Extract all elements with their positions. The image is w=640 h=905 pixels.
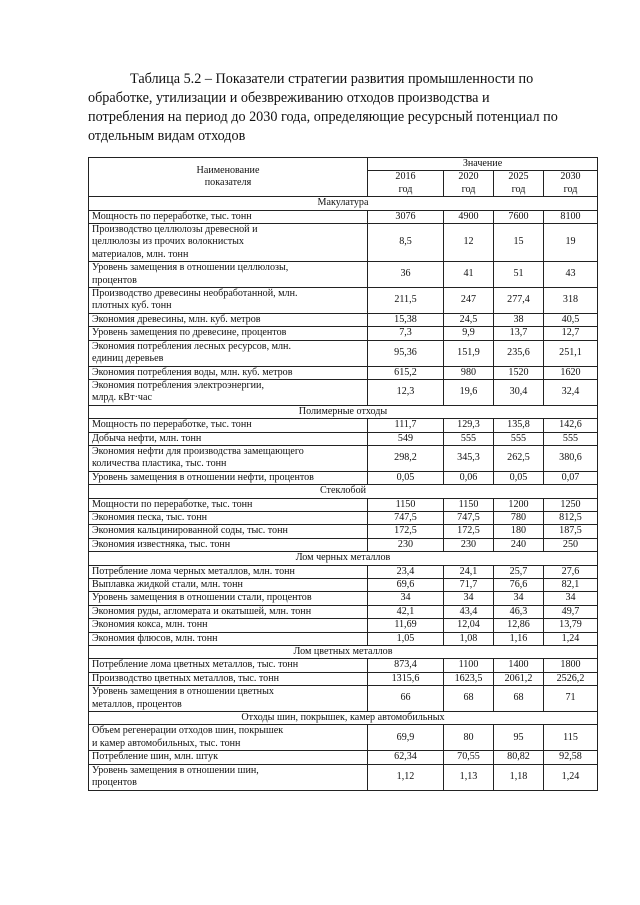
value-cell: 1,16 xyxy=(494,632,544,645)
value-cell: 95 xyxy=(494,725,544,751)
section-header-row xyxy=(89,646,598,659)
section-header-row xyxy=(89,197,598,210)
value-cell: 49,7 xyxy=(544,605,598,618)
value-cell: 240 xyxy=(494,538,544,551)
value-cell: 1315,6 xyxy=(368,672,444,685)
value-cell: 555 xyxy=(444,432,494,445)
table-row xyxy=(89,659,598,672)
value-cell: 43,4 xyxy=(444,605,494,618)
value-cell: 68 xyxy=(494,686,544,712)
header-row-1 xyxy=(89,158,598,171)
indicator-name-line: Выплавка жидкой стали, млн. тонн xyxy=(92,579,243,590)
table-caption xyxy=(88,70,598,146)
indicator-name-cell xyxy=(89,498,368,511)
value-cell: 780 xyxy=(494,511,544,524)
value-cell: 51 xyxy=(494,262,544,288)
value-cell: 1620 xyxy=(544,366,598,379)
value-cell: 82,1 xyxy=(544,579,598,592)
value-cell: 1100 xyxy=(444,659,494,672)
header-year-2016 xyxy=(368,171,444,197)
value-cell: 2526,2 xyxy=(544,672,598,685)
value-cell: 1400 xyxy=(494,659,544,672)
value-cell: 15 xyxy=(494,224,544,262)
value-cell: 80 xyxy=(444,725,494,751)
table-row xyxy=(89,327,598,340)
year-label: 2020 xyxy=(458,171,479,183)
indicator-name-cell xyxy=(89,327,368,340)
indicator-name-cell xyxy=(89,262,368,288)
section-header-row xyxy=(89,405,598,418)
value-cell: 27,6 xyxy=(544,565,598,578)
year-unit: год xyxy=(563,183,578,195)
value-cell: 180 xyxy=(494,525,544,538)
value-cell: 80,82 xyxy=(494,751,544,764)
table-row xyxy=(89,592,598,605)
indicator-name-cell xyxy=(89,340,368,366)
value-cell: 1,13 xyxy=(444,764,494,790)
value-cell: 34 xyxy=(444,592,494,605)
table-row xyxy=(89,605,598,618)
year-label: 2025 xyxy=(508,171,529,183)
indicator-name-line: Добыча нефти, млн. тонн xyxy=(92,432,202,444)
section-title: Полимерные отходы xyxy=(89,405,598,418)
indicator-name-line: Экономия потребления лесных ресурсов, млн. xyxy=(92,340,291,352)
indicator-name-line: Экономия известняка, тыс. тонн xyxy=(92,538,231,550)
value-cell: 13,79 xyxy=(544,619,598,632)
indicator-name-cell xyxy=(89,511,368,524)
value-cell: 345,3 xyxy=(444,445,494,471)
value-cell: 11,69 xyxy=(368,619,444,632)
value-cell: 235,6 xyxy=(494,340,544,366)
indicator-name-cell xyxy=(89,538,368,551)
value-cell: 36 xyxy=(368,262,444,288)
indicator-name-line: Экономия руды, агломерата и окатышей, млн. тонн xyxy=(92,605,312,617)
value-cell: 1623,5 xyxy=(444,672,494,685)
value-cell: 1,24 xyxy=(544,764,598,790)
indicator-name-line: процентов xyxy=(92,777,137,789)
header-year-2025 xyxy=(494,171,544,197)
value-cell: 129,3 xyxy=(444,419,494,432)
indicator-name-cell xyxy=(89,605,368,618)
indicator-name-line: Уровень замещения в отношении цветных xyxy=(92,686,274,698)
table-row xyxy=(89,210,598,223)
value-cell: 15,38 xyxy=(368,313,444,326)
header-year-2030 xyxy=(544,171,598,197)
header-year-2020 xyxy=(444,171,494,197)
indicator-name-cell xyxy=(89,565,368,578)
value-cell: 1150 xyxy=(444,498,494,511)
indicator-name-line: Экономия кальцинированной соды, тыс. тонн xyxy=(92,525,288,537)
year-unit: год xyxy=(461,183,476,195)
value-cell: 1250 xyxy=(544,498,598,511)
value-cell: 277,4 xyxy=(494,288,544,314)
section-title: Лом цветных металлов xyxy=(89,646,598,659)
table-row xyxy=(89,313,598,326)
indicator-name-line: Уровень замещения по древесине, процентов xyxy=(92,327,287,339)
value-cell: 0,05 xyxy=(494,471,544,484)
table-row xyxy=(89,764,598,790)
value-cell: 8,5 xyxy=(368,224,444,262)
value-cell: 172,5 xyxy=(368,525,444,538)
table-row xyxy=(89,538,598,551)
indicator-name-cell xyxy=(89,632,368,645)
header-name-cell xyxy=(89,158,368,197)
table-row xyxy=(89,751,598,764)
value-cell: 9,9 xyxy=(444,327,494,340)
value-cell: 1520 xyxy=(494,366,544,379)
year-unit: год xyxy=(511,183,526,195)
value-cell: 24,1 xyxy=(444,565,494,578)
indicator-name-line: количества пластика, тыс. тонн xyxy=(92,458,227,470)
value-cell: 980 xyxy=(444,366,494,379)
value-cell: 68 xyxy=(444,686,494,712)
value-cell: 230 xyxy=(368,538,444,551)
value-cell: 1,12 xyxy=(368,764,444,790)
header-value-group: Значение xyxy=(368,158,598,171)
value-cell: 615,2 xyxy=(368,366,444,379)
value-cell: 30,4 xyxy=(494,379,544,405)
value-cell: 23,4 xyxy=(368,565,444,578)
indicator-name-line: Мощность по переработке, тыс. тонн xyxy=(92,210,252,222)
indicator-name-line: Уровень замещения в отношении нефти, процентов xyxy=(92,471,314,483)
header-name-line-1: Наименование xyxy=(196,164,260,176)
value-cell: 135,8 xyxy=(494,419,544,432)
indicator-name-cell xyxy=(89,224,368,262)
value-cell: 549 xyxy=(368,432,444,445)
table-body xyxy=(89,158,598,791)
indicator-name-line: Потребление лома цветных металлов, тыс. тонн xyxy=(92,659,299,671)
caption-line-3: потребления на период до 2030 года, определяющие ресурсный потенциал по xyxy=(88,109,558,125)
value-cell: 69,6 xyxy=(368,579,444,592)
indicator-name-line: и камер автомобильных, тыс. тонн xyxy=(92,737,241,749)
indicator-name-cell xyxy=(89,432,368,445)
value-cell: 250 xyxy=(544,538,598,551)
value-cell: 12,7 xyxy=(544,327,598,340)
indicator-name-line: Объем регенерации отходов шин, покрышек xyxy=(92,725,284,737)
value-cell: 41 xyxy=(444,262,494,288)
indicator-name-line: металлов, процентов xyxy=(92,698,182,710)
table-row xyxy=(89,672,598,685)
value-cell: 555 xyxy=(544,432,598,445)
table-row xyxy=(89,445,598,471)
value-cell: 71,7 xyxy=(444,579,494,592)
value-cell: 1,24 xyxy=(544,632,598,645)
value-cell: 3076 xyxy=(368,210,444,223)
indicator-name-line: плотных куб. тонн xyxy=(92,300,172,312)
indicator-name-line: Потребление лома черных металлов, млн. тонн xyxy=(92,565,295,577)
section-title: Лом черных металлов xyxy=(89,552,598,565)
table-row xyxy=(89,262,598,288)
indicator-name-line: Экономия нефти для производства замещающего xyxy=(92,445,304,457)
value-cell: 251,1 xyxy=(544,340,598,366)
table-row xyxy=(89,432,598,445)
indicator-name-cell xyxy=(89,592,368,605)
indicator-name-line: Потребление шин, млн. штук xyxy=(92,751,218,763)
header-name-line-2: показателя xyxy=(204,177,252,189)
table-row xyxy=(89,288,598,314)
value-cell: 19,6 xyxy=(444,379,494,405)
value-cell: 13,7 xyxy=(494,327,544,340)
value-cell: 4900 xyxy=(444,210,494,223)
year-label: 2030 xyxy=(560,171,581,183)
value-cell: 40,5 xyxy=(544,313,598,326)
value-cell: 12,04 xyxy=(444,619,494,632)
year-label: 2016 xyxy=(395,171,416,183)
value-cell: 42,1 xyxy=(368,605,444,618)
value-cell: 24,5 xyxy=(444,313,494,326)
value-cell: 172,5 xyxy=(444,525,494,538)
indicator-name-cell xyxy=(89,313,368,326)
value-cell: 12,3 xyxy=(368,379,444,405)
value-cell: 2061,2 xyxy=(494,672,544,685)
indicator-name-line: Уровень замещения в отношении шин, xyxy=(92,764,259,776)
value-cell: 8100 xyxy=(544,210,598,223)
indicator-name-line: Мощности по переработке, тыс. тонн xyxy=(92,498,253,510)
indicator-name-cell xyxy=(89,445,368,471)
value-cell: 873,4 xyxy=(368,659,444,672)
section-header-row xyxy=(89,485,598,498)
indicator-name-line: Экономия древесины, млн. куб. метров xyxy=(92,313,261,325)
value-cell: 7,3 xyxy=(368,327,444,340)
value-cell: 32,4 xyxy=(544,379,598,405)
section-header-row xyxy=(89,712,598,725)
table-row xyxy=(89,511,598,524)
indicator-name-cell xyxy=(89,686,368,712)
indicator-name-line: Экономия потребления воды, млн. куб. метров xyxy=(92,366,293,378)
table-row xyxy=(89,619,598,632)
indicator-name-line: Экономия песка, тыс. тонн xyxy=(92,511,208,523)
indicator-name-line: Мощность по переработке, тыс. тонн xyxy=(92,419,252,431)
value-cell: 812,5 xyxy=(544,511,598,524)
indicator-name-line: млрд. кВт·час xyxy=(92,392,152,404)
table-row xyxy=(89,579,598,592)
indicator-name-cell xyxy=(89,525,368,538)
value-cell: 262,5 xyxy=(494,445,544,471)
value-cell: 1,05 xyxy=(368,632,444,645)
value-cell: 318 xyxy=(544,288,598,314)
value-cell: 0,06 xyxy=(444,471,494,484)
value-cell: 19 xyxy=(544,224,598,262)
value-cell: 43 xyxy=(544,262,598,288)
section-header-row xyxy=(89,552,598,565)
value-cell: 76,6 xyxy=(494,579,544,592)
value-cell: 747,5 xyxy=(444,511,494,524)
value-cell: 142,6 xyxy=(544,419,598,432)
table-row xyxy=(89,379,598,405)
indicator-name-cell xyxy=(89,725,368,751)
table-row xyxy=(89,419,598,432)
value-cell: 62,34 xyxy=(368,751,444,764)
indicator-name-cell xyxy=(89,619,368,632)
value-cell: 95,36 xyxy=(368,340,444,366)
value-cell: 12 xyxy=(444,224,494,262)
indicator-name-line: Производство цветных металлов, тыс. тонн xyxy=(92,672,280,684)
value-cell: 247 xyxy=(444,288,494,314)
value-cell: 1,18 xyxy=(494,764,544,790)
indicator-name-cell xyxy=(89,751,368,764)
value-cell: 38 xyxy=(494,313,544,326)
table-row xyxy=(89,686,598,712)
indicator-name-cell xyxy=(89,579,368,592)
section-title: Стеклобой xyxy=(89,485,598,498)
table-row xyxy=(89,498,598,511)
value-cell: 1800 xyxy=(544,659,598,672)
indicator-name-cell xyxy=(89,471,368,484)
value-cell: 1150 xyxy=(368,498,444,511)
value-cell: 71 xyxy=(544,686,598,712)
value-cell: 92,58 xyxy=(544,751,598,764)
section-title: Отходы шин, покрышек, камер автомобильных xyxy=(89,712,598,725)
value-cell: 555 xyxy=(494,432,544,445)
value-cell: 7600 xyxy=(494,210,544,223)
indicator-name-line: Экономия потребления электроэнергии, xyxy=(92,379,264,391)
value-cell: 151,9 xyxy=(444,340,494,366)
indicator-name-cell xyxy=(89,366,368,379)
value-cell: 70,55 xyxy=(444,751,494,764)
value-cell: 46,3 xyxy=(494,605,544,618)
value-cell: 1200 xyxy=(494,498,544,511)
value-cell: 187,5 xyxy=(544,525,598,538)
value-cell: 66 xyxy=(368,686,444,712)
indicator-name-line: целлюлозы из прочих волокнистых xyxy=(92,236,244,248)
indicator-name-line: Производство древесины необработанной, млн. xyxy=(92,288,298,300)
table-row xyxy=(89,525,598,538)
indicators-table xyxy=(88,157,598,791)
caption-line-4: отдельным видам отходов xyxy=(88,128,246,144)
table-row xyxy=(89,565,598,578)
value-cell: 34 xyxy=(368,592,444,605)
table-row xyxy=(89,725,598,751)
indicator-name-line: материалов, млн. тонн xyxy=(92,248,189,260)
value-cell: 34 xyxy=(544,592,598,605)
value-cell: 747,5 xyxy=(368,511,444,524)
table-row xyxy=(89,471,598,484)
value-cell: 115 xyxy=(544,725,598,751)
indicator-name-cell xyxy=(89,764,368,790)
indicator-name-line: Уровень замещения в отношении стали, процентов xyxy=(92,592,312,604)
indicator-name-line: Уровень замещения в отношении целлюлозы, xyxy=(92,262,289,274)
indicator-name-cell xyxy=(89,379,368,405)
table-row xyxy=(89,340,598,366)
indicator-name-line: Экономия кокса, млн. тонн xyxy=(92,619,208,631)
table-row xyxy=(89,224,598,262)
value-cell: 230 xyxy=(444,538,494,551)
indicator-name-line: Экономия флюсов, млн. тонн xyxy=(92,632,218,644)
table-row xyxy=(89,632,598,645)
indicator-name-cell xyxy=(89,672,368,685)
year-unit: год xyxy=(398,183,413,195)
value-cell: 34 xyxy=(494,592,544,605)
value-cell: 380,6 xyxy=(544,445,598,471)
section-title: Макулатура xyxy=(89,197,598,210)
value-cell: 69,9 xyxy=(368,725,444,751)
table-row xyxy=(89,366,598,379)
value-cell: 111,7 xyxy=(368,419,444,432)
value-cell: 25,7 xyxy=(494,565,544,578)
indicator-name-line: единиц деревьев xyxy=(92,353,164,365)
value-cell: 0,07 xyxy=(544,471,598,484)
caption-line-2: обработке, утилизации и обезвреживанию отходов производства и xyxy=(88,90,490,106)
indicator-name-cell xyxy=(89,210,368,223)
indicator-name-cell xyxy=(89,419,368,432)
value-cell: 298,2 xyxy=(368,445,444,471)
value-cell: 1,08 xyxy=(444,632,494,645)
indicator-name-cell xyxy=(89,659,368,672)
value-cell: 0,05 xyxy=(368,471,444,484)
indicator-name-line: процентов xyxy=(92,274,137,286)
indicator-name-cell xyxy=(89,288,368,314)
value-cell: 211,5 xyxy=(368,288,444,314)
indicator-name-line: Производство целлюлозы древесной и xyxy=(92,224,258,236)
caption-line-1: Таблица 5.2 – Показатели стратегии развития промышленности по xyxy=(130,71,534,87)
value-cell: 12,86 xyxy=(494,619,544,632)
